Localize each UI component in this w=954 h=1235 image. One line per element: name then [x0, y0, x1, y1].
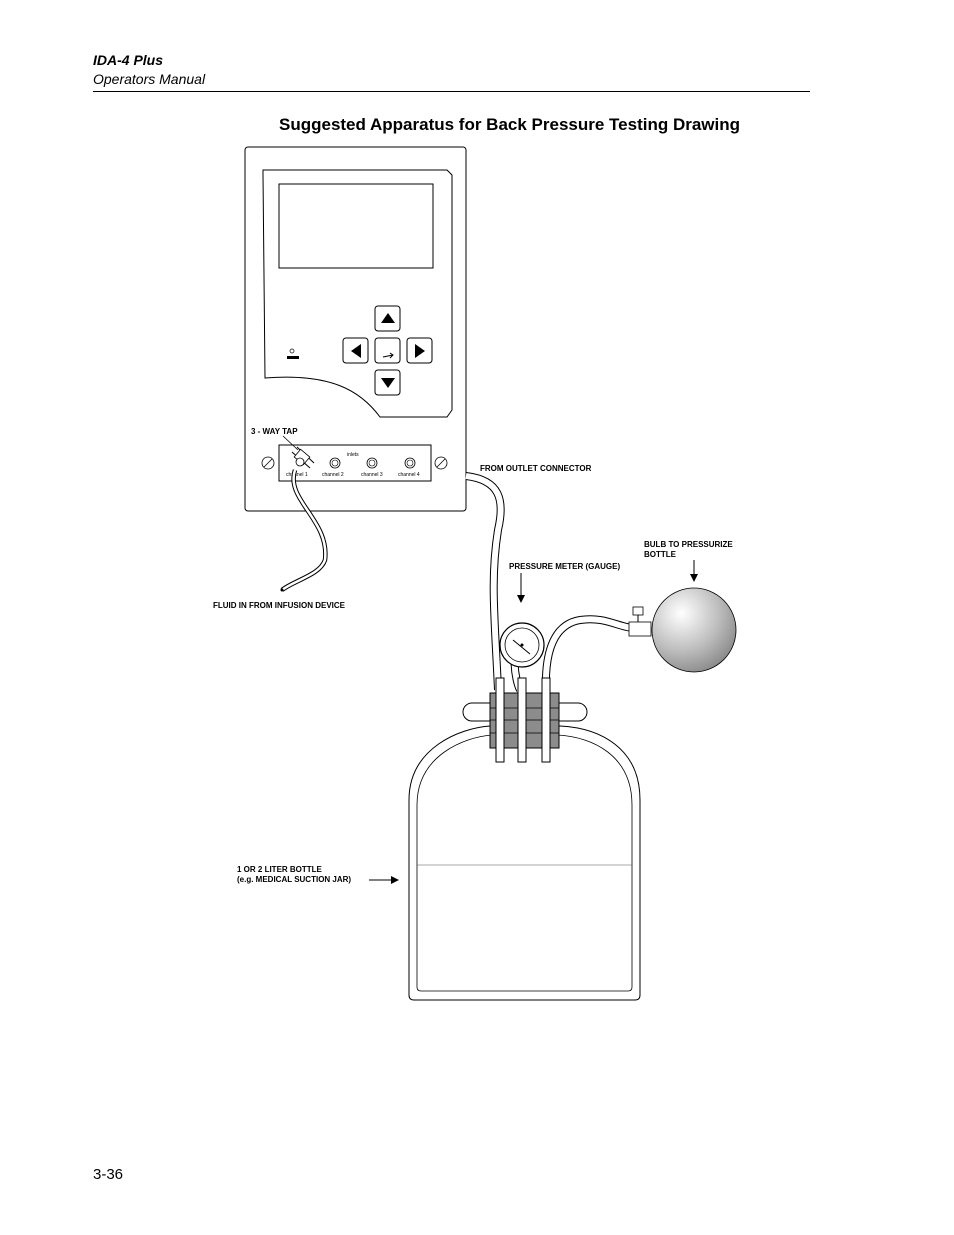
three-way-tap-label: 3 - WAY TAP — [251, 427, 298, 436]
channel-3-label: channel 3 — [361, 472, 383, 478]
bottle-label-line2: (e.g. MEDICAL SUCTION JAR) — [237, 875, 352, 884]
bulb-label-line2: BOTTLE — [644, 550, 676, 559]
bottle-label-line1: 1 OR 2 LITER BOTTLE — [237, 865, 322, 874]
inlet-port-3[interactable] — [367, 458, 377, 468]
logo-icon — [287, 356, 299, 359]
header-subtitle: Operators Manual — [93, 71, 206, 87]
enter-key[interactable] — [375, 338, 400, 363]
channel-4-label: channel 4 — [398, 472, 420, 478]
bottle — [409, 678, 640, 1000]
header-title: IDA-4 Plus — [93, 52, 164, 68]
from-outlet-label: FROM OUTLET CONNECTOR — [480, 464, 592, 473]
bulb-label-line1: BULB TO PRESSURIZE — [644, 540, 733, 549]
screw-icon — [262, 457, 274, 469]
display-screen — [279, 184, 433, 268]
screw-icon — [435, 457, 447, 469]
pressure-bulb[interactable] — [629, 588, 736, 672]
inlets-label: inlets — [347, 452, 359, 458]
right-arrow-key[interactable] — [407, 338, 432, 363]
inlet-port-4[interactable] — [405, 458, 415, 468]
channel-1-label: channel 1 — [286, 472, 308, 478]
fluid-in-label: FLUID IN FROM INFUSION DEVICE — [213, 601, 345, 610]
page-heading: Suggested Apparatus for Back Pressure Testing Drawing — [279, 115, 741, 134]
page-number: 3-36 — [93, 1166, 124, 1183]
down-arrow-key[interactable] — [375, 370, 400, 395]
pressure-gauge — [500, 623, 544, 667]
ida4-device — [245, 147, 466, 511]
inlet-port-2[interactable] — [330, 458, 340, 468]
left-arrow-key[interactable] — [343, 338, 368, 363]
pressure-meter-label: PRESSURE METER (GAUGE) — [509, 562, 621, 571]
up-arrow-key[interactable] — [375, 306, 400, 331]
power-indicator — [290, 349, 294, 353]
channel-2-label: channel 2 — [322, 472, 344, 478]
